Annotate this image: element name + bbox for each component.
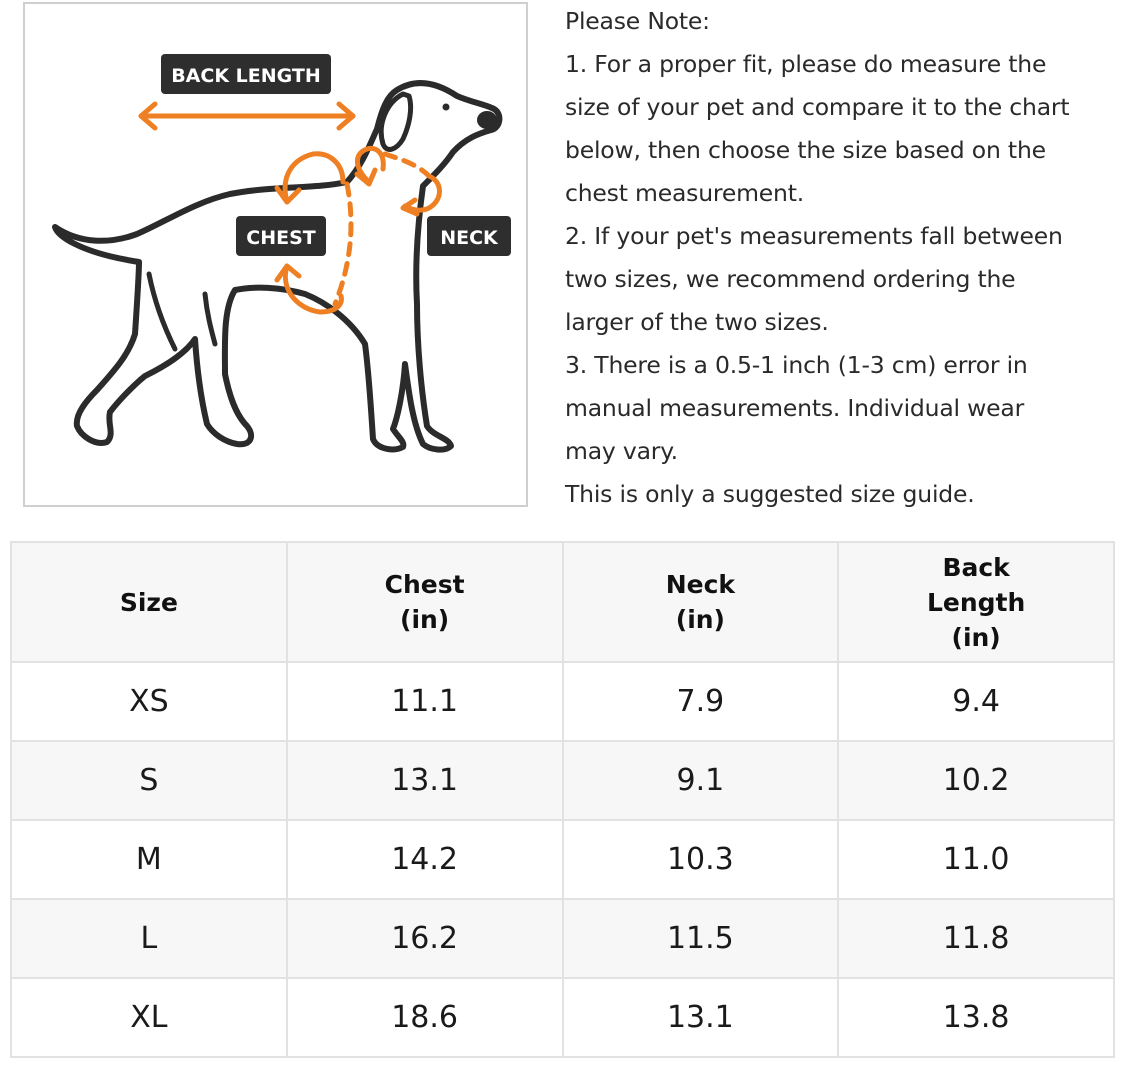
cell-neck: 13.1 <box>563 978 839 1057</box>
leg-line <box>149 274 175 349</box>
chest-dashed-line <box>335 184 351 304</box>
notes-line: 3. There is a 0.5-1 inch (1-3 cm) error in <box>565 351 1028 379</box>
cell-back-length: 11.8 <box>838 899 1114 978</box>
notes-line: size of your pet and compare it to the chart <box>565 93 1070 121</box>
notes-line: chest measurement. <box>565 179 805 207</box>
cell-chest: 11.1 <box>287 662 563 741</box>
cell-size: L <box>11 899 287 978</box>
back-length-label-text: BACK LENGTH <box>171 65 321 87</box>
table-row <box>11 662 1114 741</box>
leg-line <box>205 294 215 344</box>
cell-size: M <box>11 820 287 899</box>
cell-size: XL <box>11 978 287 1057</box>
cell-back-length: 9.4 <box>838 662 1114 741</box>
notes-line: larger of the two sizes. <box>565 308 829 336</box>
neck-label-text: NECK <box>440 227 498 249</box>
notes-heading: Please Note: <box>565 7 710 35</box>
fit-notes <box>565 0 1120 516</box>
dog-outline <box>55 83 499 450</box>
cell-neck: 9.1 <box>563 741 839 820</box>
dog-illustration <box>25 4 526 505</box>
table-row <box>11 741 1114 820</box>
table-header-row <box>11 542 1114 662</box>
table-row <box>11 899 1114 978</box>
cell-neck: 10.3 <box>563 820 839 899</box>
notes-line: 1. For a proper fit, please do measure the <box>565 50 1047 78</box>
notes-line: may vary. <box>565 437 678 465</box>
cell-chest: 16.2 <box>287 899 563 978</box>
header-size: Size <box>11 542 287 662</box>
neck-label <box>427 216 511 256</box>
table-row <box>11 978 1114 1057</box>
header-chest: Chest (in) <box>287 542 563 662</box>
header-neck: Neck (in) <box>563 542 839 662</box>
cell-neck: 7.9 <box>563 662 839 741</box>
chest-label-text: CHEST <box>246 227 316 249</box>
size-chart-table <box>10 541 1115 1058</box>
cell-back-length: 13.8 <box>838 978 1114 1057</box>
cell-size: XS <box>11 662 287 741</box>
notes-line: two sizes, we recommend ordering the <box>565 265 1016 293</box>
notes-footer: This is only a suggested size guide. <box>565 480 975 508</box>
cell-chest: 14.2 <box>287 820 563 899</box>
nose <box>477 111 497 129</box>
cell-back-length: 10.2 <box>838 741 1114 820</box>
cell-size: S <box>11 741 287 820</box>
notes-line: below, then choose the size based on the <box>565 136 1046 164</box>
notes-line: manual measurements. Individual wear <box>565 394 1025 422</box>
cell-chest: 13.1 <box>287 741 563 820</box>
table-row <box>11 820 1114 899</box>
cell-neck: 11.5 <box>563 899 839 978</box>
notes-line: 2. If your pet's measurements fall between <box>565 222 1063 250</box>
dog-measurement-diagram <box>23 2 528 507</box>
chest-label <box>236 216 326 256</box>
neck-dashed-line <box>385 154 429 176</box>
cell-chest: 18.6 <box>287 978 563 1057</box>
cell-back-length: 11.0 <box>838 820 1114 899</box>
back-length-label <box>161 54 331 94</box>
eye <box>443 104 450 111</box>
header-back-length: Back Length (in) <box>838 542 1114 662</box>
